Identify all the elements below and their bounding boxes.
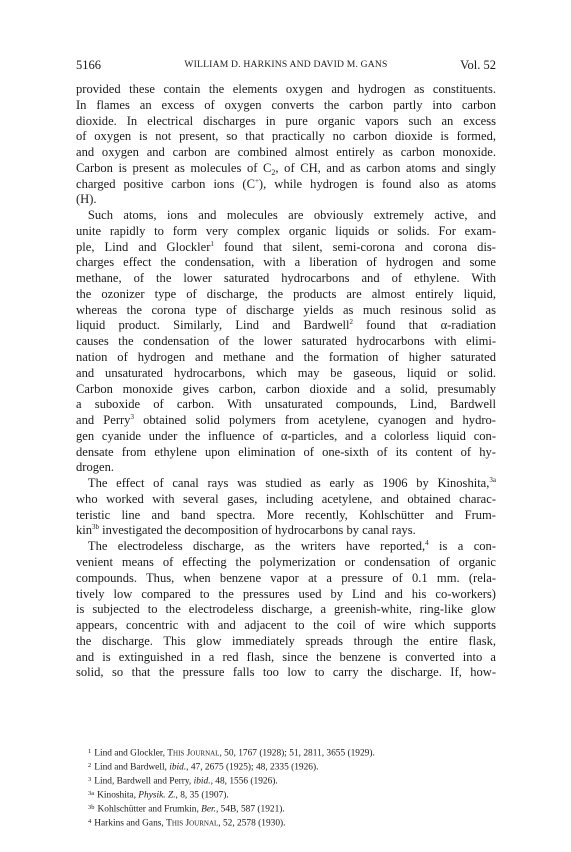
text-line: who worked with several gases, including acetylene, and obtained charac- [76,491,496,506]
footnote-text: Lind, Bardwell and Perry, [94,776,194,787]
text-line [76,318,496,334]
footnote-text: Harkins and Gans, [94,818,167,829]
footnote-text: , 52, 2578 (1930). [218,818,286,829]
text-line: the discharge. This glow immediately spreads through the entire flask, [76,633,496,648]
paragraph-4 [76,539,496,681]
running-title: WILLIAM D. HARKINS AND DAVID M. GANS [184,59,388,70]
text-line [76,161,496,177]
footnote-ref[interactable]: 2 [349,318,353,327]
footnote-ref[interactable]: 3b [92,523,100,532]
footnote-mark: 3b [88,804,95,812]
subscript: 2 [271,167,276,177]
journal-name: This Journal [166,818,219,829]
footnote-text: Lind and Bardwell, [94,762,170,773]
text-line [76,539,496,555]
text-segment: found that silent, semi-corona and corona dis- [213,239,496,254]
footnote-mark: 1 [88,748,92,755]
footnote-ref[interactable]: 1 [210,239,214,248]
text-line: and unsaturated hydrocarbons, which may be gaseous, liquid or solid. [76,365,496,380]
text-segment: The effect of canal rays was studied as early as 1906 by Kinoshita, [87,476,490,491]
text-line: provided these contain the elements oxygen and hydrogen as constituents. [76,82,496,96]
footnote-text: , 50, 1767 (1928); 51, 2811, 3655 (1929). [219,748,375,759]
page-number: 5166 [76,58,101,72]
text-segment: The electrodeless discharge, as the writers have reported, [87,539,426,554]
text-line: dioxide. In electrical discharges in pure organic vapors such an excess [76,113,496,128]
text-segment: investigated the decomposition of hydrocarbons by canal rays. [99,523,416,538]
paragraph-1 [76,82,496,208]
journal-name: ibid. [169,762,187,773]
text-line: charges effect the condensation, with a liberation of hydrogen and some [76,255,496,270]
footnote-ref[interactable]: 3 [130,413,134,422]
text-segment: and Perry [76,413,131,428]
text-line: of oxygen is not present, so that practically no carbon dioxide is formed, [76,129,496,144]
text-line: and oxygen and carbon are combined almost entirely as carbon monoxide. [76,145,496,160]
footnote-3 [88,774,496,788]
footnote-text: Lind and Glockler, [94,748,168,759]
text-line: densate from ethylene upon elimination of one-sixth of its content of hy- [76,444,496,459]
text-segment: ple, Lind and Glockler [76,239,211,254]
volume-label: Vol. 52 [460,58,496,72]
text-segment: charged positive carbon ions (C [76,176,255,191]
footnote-ref[interactable]: 4 [425,539,429,548]
text-line: solid, so that the pressure falls too low to carry the discharge. If, how- [76,665,496,680]
text-line: and is extinguished in a red flash, since the benzene is converted into a [76,649,496,664]
text-segment: ), while hydrogen is found also as atoms [258,176,496,191]
text-line: In flames an excess of oxygen converts the carbon partly into carbon [76,97,496,112]
text-segment: obtained solid polymers from acetylene, cyanogen and hydro- [133,413,496,428]
journal-name: Ber. [201,804,216,815]
superscript: + [254,176,259,185]
paragraph-3 [76,476,496,539]
text-segment: found that α-radiation [353,318,496,333]
footnote-mark: 3 [88,776,92,784]
footnote-text: , 54B, 587 (1921). [215,804,285,815]
text-line: the ozonizer type of discharge, the products are almost entirely liquid, [76,286,496,301]
text-line: tively low compared to the pressures used by Lind and his co-workers) [76,586,496,601]
text-line: teristic line and band spectra. More recently, Kohlschütter and Frum- [76,507,496,522]
text-line: methane, of the lower saturated hydrocarbons and of ethylene. With [76,271,496,286]
article-body [76,82,496,681]
footnote-text: , 48, 1556 (1926). [210,776,278,787]
text-line [76,177,496,193]
footnote-text: Kinoshita, [97,790,139,801]
footnote-mark: 4 [88,818,92,826]
journal-name: This Journal [167,748,220,759]
footnote-2 [88,760,496,774]
text-segment: liquid product. Similarly, Lind and Bardwell [76,318,350,333]
text-line [76,413,496,429]
text-line: (H). [76,192,97,207]
text-line: gen cyanide under the influence of α-particles, and a colorless liquid con- [76,428,496,443]
footnote-4 [88,816,496,830]
text-segment: kin [76,523,93,538]
footnote-ref[interactable]: 3a [489,476,496,485]
text-line: is subjected to the electrodeless discharge, a greenish-white, ring-like glow [76,602,496,617]
footnote-mark: 3a [88,790,95,798]
journal-name: ibid. [193,776,211,787]
text-line: a suboxide of carbon. With unsaturated compounds, Lind, Bardwell [76,397,496,412]
text-segment: Carbon is present as molecules of C [76,160,272,175]
text-line: drogen. [76,460,114,475]
footnote-mark: 2 [88,762,92,770]
footnote-1 [88,746,496,760]
text-line: whereas the corona type of discharge yields as much resinous solid as [76,302,496,317]
text-line: unite rapidly to form very complex organic liquids or solids. For exam- [76,223,496,238]
text-line: appears, concentric with and adjacent to the coil of wire which supports [76,618,496,633]
paragraph-2 [76,208,496,476]
footnote-3b [88,802,496,816]
text-line [76,523,496,539]
text-line: compounds. Thus, when benzene vapor at a pressure of 0.1 mm. (rela- [76,570,496,585]
text-segment: is a con- [428,539,496,554]
text-segment: , of CH, and as carbon atoms and singly [275,160,496,175]
page-header [76,58,496,74]
footnote-text: Kohlschütter and Frumkin, [97,804,202,815]
text-line: venient means of effecting the polymerization or condensation of organic [76,554,496,569]
text-line: Carbon monoxide gives carbon, carbon dioxide and a solid, presumably [76,381,496,396]
text-line: nation of hydrogen and methane and the formation of higher saturated [76,350,496,365]
footnote-text: , 8, 35 (1907). [175,790,229,801]
text-line: Such atoms, ions and molecules are obviously extremely active, and [87,208,496,223]
text-line [76,476,496,492]
footnote-text: , 47, 2675 (1925); 48, 2335 (1926). [186,762,319,773]
text-line [76,240,496,256]
footnote-3a [88,788,496,802]
journal-name: Physik. Z. [138,790,176,801]
text-line: causes the condensation of the lower saturated hydrocarbons with elimi- [76,334,496,349]
footnotes [88,746,496,830]
